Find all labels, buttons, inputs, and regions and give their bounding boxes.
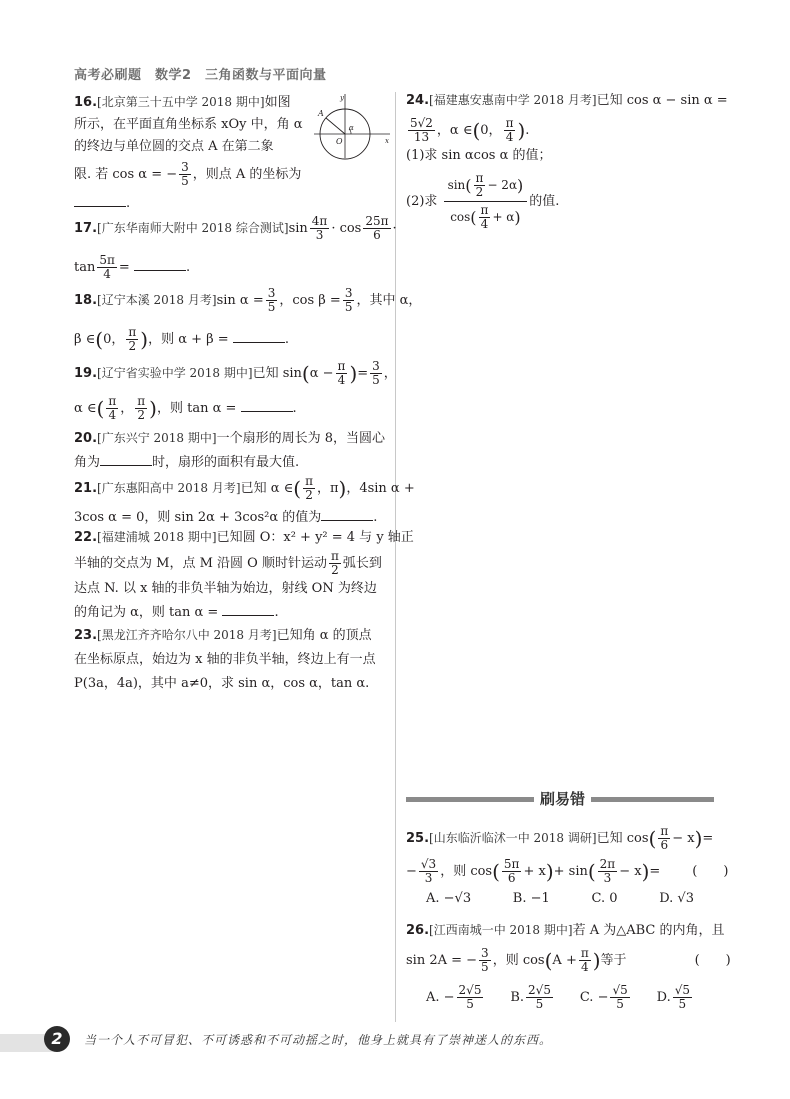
q26-options [426,984,694,1011]
q16-text-3: 的终边与单位圆的交点 A 在第二象 [74,139,274,154]
q20-answer-blank[interactable] [100,453,152,466]
question-20: 20.[广东兴宁 2018 期中]一个扇形的周长为 8，当圆心 角为 时，扇形的面积有最大值. [74,431,385,470]
q25-option-c[interactable]: C. 0 [591,891,618,906]
q18-answer-blank[interactable] [233,330,285,343]
q25-option-a[interactable]: A. −√3 [426,891,472,906]
q16-text-1: 如图 [264,95,291,110]
q16-text-4: 限. 若 cos α = − [74,167,178,182]
q26-option-b[interactable]: B. $\frac{2√5}{5}$ [510,983,551,1011]
q17-answer-blank[interactable] [134,258,186,271]
unit-circle-figure [312,92,392,160]
q26-option-c[interactable]: C. − $\frac{√5}{5}$ [579,983,628,1011]
q26-option-d[interactable]: D. $\frac{√5}{5}$ [656,983,690,1011]
q24-part-1: (1)求 sin αcos α 的值； [406,148,552,163]
question-17: 17.[广东华南师大附中 2018 综合测试]sin $\frac{4\pi}{3}$ · cos $\frac{25\pi}{6}$ · tan $\frac{5\pi}{4}$ = . [74,214,397,281]
q16-number: 16. [74,95,98,110]
q16-fraction: $\frac{3}{5}$ [181,160,189,188]
question-21: 21.[广东惠阳高中 2018 月考]已知 α ∈( $\frac{\pi}{2}$ ，π)，4sin α + 3cos α = 0，则 sin 2α + 3cos²α 的值为 . [74,474,415,525]
question-24: 24.[福建惠安惠南中学 2018 月考]已知 cos α − sin α = $\frac{5√2}{13}$ ，α ∈(0， $\frac{\pi}{4}$ ). (1)求 sin αcos α 的值； (2)求 sin( $\frac{\pi}{2}$ − 2α) cos( $\frac{\pi}{4}$ + α) 的值. [406,93,728,231]
fig-alpha: α [349,124,354,132]
footer-motto: 当一个人不可冒犯、不可诱惑和不可动摇之时，他身上就具有了崇神迷人的东西。 [84,1033,553,1047]
page-number: 2 [44,1026,70,1052]
q26-option-a[interactable]: A. − $\frac{2√5}{5}$ [426,983,482,1011]
question-23: 23.[黑龙江齐齐哈尔八中 2018 月考]已知角 α 的顶点 在坐标原点，始边为 x 轴的非负半轴，终边上有一点 P(3a，4a)，其中 a≠0，求 sin α，cos α，tan α. [74,628,376,691]
question-25: 25.[山东临沂临沭一中 2018 调研]已知 cos( $\frac{\pi}{6}$ − x)= − $\frac{√3}{3}$ ，则 cos( $\frac{5\pi}{6}$ + x)+ sin( $\frac{2\pi}{3}$ − x)= ( ) A. −√3 B. −1 C. 0 D. √3 [406,825,716,909]
question-18: 18.[辽宁本溪 2018 月考]sin α = $\frac{3}{5}$ ，cos β = $\frac{3}{5}$ ，其中 α， β ∈(0， $\frac{\pi}{2}$ )，则 α + β = . [74,286,422,353]
section-title: 刷易错 [534,788,591,809]
question-26: 26.[江西南城一中 2018 期中]若 A 为△ABC 的内角，且 sin 2A = − $\frac{3}{5}$ ，则 cos(A + $\frac{\pi}{4}$ )等于 ( ) A. − $\frac{2√5}{5}$ B. $\frac{2√5}{5}$ C. − $\frac{√5}{5}$ D. $\frac{√5}{5}$ [406,923,731,1011]
q25-answer-paren[interactable]: ( ) [692,864,729,879]
page-header: 高考必刷题 数学2 三角函数与平面向量 [74,68,327,83]
q25-options [426,889,694,909]
q26-answer-paren[interactable]: ( ) [694,953,731,968]
q16-source: [北京第三十五中学 2018 期中] [97,95,265,109]
fig-y-label: y [340,94,344,102]
fig-point-a: A [318,109,324,118]
question-19: 19.[辽宁省实验中学 2018 期中]已知 sin(α − $\frac{\pi}{4}$ )= $\frac{3}{5}$ ， α ∈( $\frac{\pi}{4}$ ， $\frac{\pi}{2}$ )，则 tan α = . [74,359,397,422]
q16-answer-blank[interactable] [74,194,126,207]
fig-x-label: x [385,137,389,145]
q25-option-d[interactable]: D. √3 [659,891,694,906]
section-header-error-prone [406,790,714,810]
q25-option-b[interactable]: B. −1 [512,891,550,906]
q21-answer-blank[interactable] [321,508,373,521]
question-16: 16.[北京第三十五中学 2018 期中]如图 所示，在平面直角坐标系 xOy 中，角 α 的终边与单位圆的交点 A 在第二象 限. 若 cos α = − $\frac{3}{5}$ ，则点 A 的坐标为 . [74,92,319,214]
fig-origin-o: O [336,137,343,146]
question-22: 22.[福建浦城 2018 期中]已知圆 O：x² + y² = 4 与 y 轴正 半轴的交点为 M，点 M 沿圆 O 顺时针运动 $\frac{\pi}{2}$ 弧长到 达点 N. 以 x 轴的非负半轴为始边，射线 ON 为终边 的角记为 α，则 tan α = . [74,530,414,620]
q22-answer-blank[interactable] [222,603,274,616]
q16-text-2: 所示，在平面直角坐标系 xOy 中，角 α [74,117,303,132]
q19-answer-blank[interactable] [241,399,293,412]
